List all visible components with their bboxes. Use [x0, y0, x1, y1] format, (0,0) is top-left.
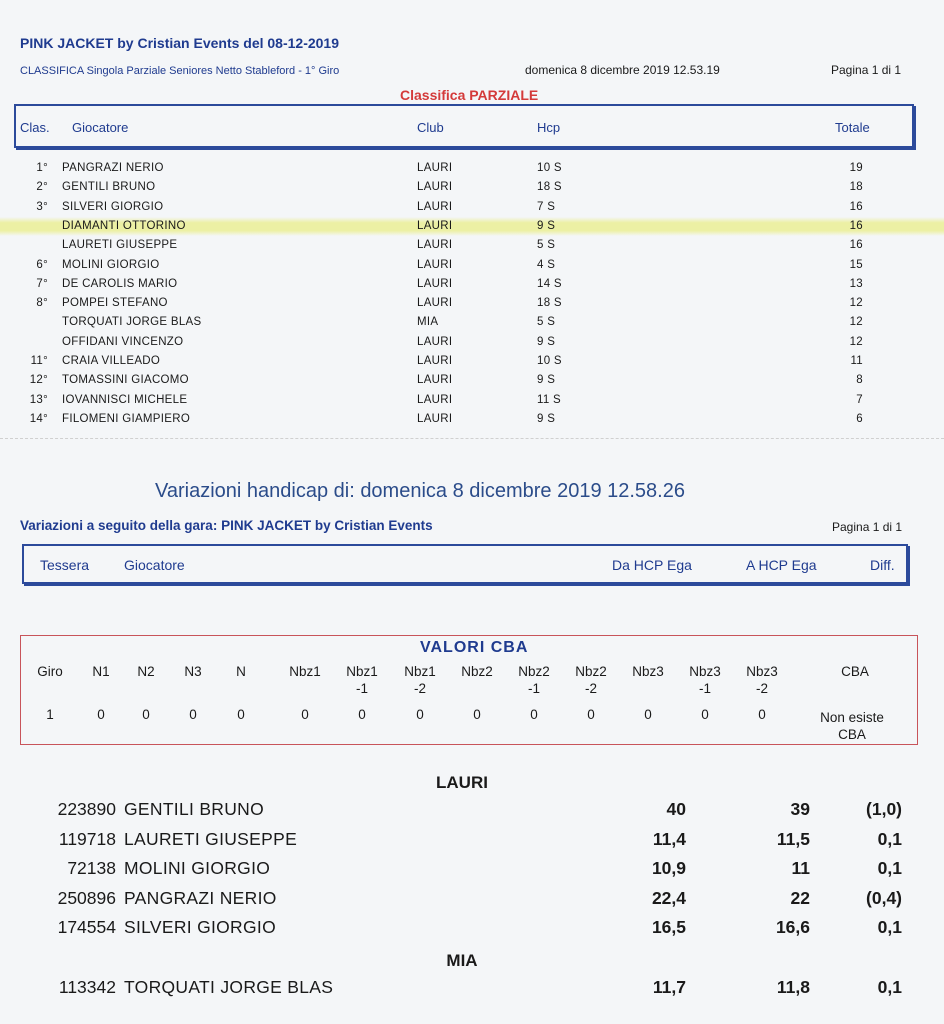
partial-ranking-heading: Classifica PARZIALE	[400, 87, 539, 103]
total-score: 11	[850, 355, 863, 367]
total-score: 8	[856, 374, 863, 387]
card-number: 113342	[58, 977, 116, 997]
player-name: TORQUATI JORGE BLAS	[124, 977, 334, 997]
hcp-difference: (1,0)	[866, 799, 902, 819]
table-row	[0, 884, 944, 914]
variations-subheading: Variazioni a seguito della gara: PINK JACKET by Cristian Events	[20, 518, 433, 533]
club-name: LAURI	[417, 200, 453, 213]
cba-col-value: 0	[416, 707, 424, 722]
player-name: DE CAROLIS MARIO	[62, 277, 178, 290]
table-row	[0, 178, 944, 197]
cba-col-header: Nbz3 -2	[746, 664, 778, 696]
total-score: 16	[849, 219, 863, 232]
page-number: Pagina 1 di 1	[832, 520, 903, 534]
table-row	[0, 198, 944, 217]
cba-col-header: N	[236, 664, 246, 679]
total-score: 16	[849, 200, 863, 213]
handicap: 9 S	[537, 335, 556, 348]
club-name: LAURI	[417, 219, 453, 232]
club-name: MIA	[417, 316, 439, 329]
section-divider	[0, 438, 944, 439]
card-number: 119718	[58, 828, 116, 849]
col-header-player: Giocatore	[124, 557, 185, 573]
cba-col-value: 0	[97, 707, 105, 722]
cba-col-header: Nbz2	[461, 664, 493, 679]
cba-col-value: 0	[644, 707, 652, 722]
table-row	[0, 825, 944, 855]
club-name: LAURI	[417, 181, 453, 194]
rank-position: 13°	[29, 393, 48, 406]
player-name: SILVERI GIORGIO	[62, 200, 164, 213]
ranking-header-box	[14, 104, 914, 148]
from-hcp-value: 10,9	[651, 858, 686, 879]
club-name: LAURI	[417, 162, 453, 174]
table-row	[0, 313, 944, 332]
card-number: 250896	[57, 887, 116, 908]
hcp-difference: 0,1	[877, 917, 902, 938]
player-name: TOMASSINI GIACOMO	[62, 374, 189, 387]
club-heading: LAURI	[436, 773, 488, 792]
table-row	[0, 391, 944, 410]
club-heading: MIA	[446, 951, 478, 970]
rank-position: 11°	[30, 355, 48, 367]
hcp-difference: (0,4)	[866, 887, 902, 908]
cba-col-value: 0	[301, 707, 309, 722]
rank-position: 14°	[29, 412, 48, 425]
cba-col-header: Nbz1 -2	[404, 664, 436, 696]
cba-col-header: N2	[137, 664, 155, 679]
rank-position: 6°	[36, 258, 48, 271]
cba-col-value: 0	[587, 707, 595, 722]
handicap: 5 S	[537, 239, 556, 252]
player-name: LAURETI GIUSEPPE	[124, 828, 298, 849]
cba-col-header: Nbz2 -2	[575, 664, 607, 696]
cba-col-header: Giro	[37, 664, 63, 679]
cba-col-value: 0	[530, 707, 538, 722]
table-row	[0, 410, 944, 429]
table-row	[0, 236, 944, 255]
hcp-difference: 0,1	[877, 977, 902, 997]
card-number: 72138	[67, 858, 116, 879]
col-header-diff: Diff.	[870, 557, 895, 573]
to-hcp-value: 16,6	[775, 917, 810, 938]
handicap: 4 S	[537, 258, 556, 271]
from-hcp-value: 11,7	[652, 977, 686, 997]
table-row	[0, 275, 944, 294]
rank-position: 12°	[29, 374, 48, 387]
club-name: LAURI	[417, 239, 453, 252]
player-name: MOLINI GIORGIO	[62, 258, 160, 271]
handicap: 9 S	[537, 374, 556, 387]
club-name: LAURI	[417, 277, 453, 290]
to-hcp-value: 11	[791, 858, 810, 879]
cba-col-header: Nbz1 -1	[346, 664, 378, 696]
table-row	[0, 159, 944, 178]
cba-col-header: N3	[184, 664, 202, 679]
cba-col-value: 0	[142, 707, 150, 722]
club-name: LAURI	[417, 258, 453, 271]
table-row	[0, 371, 944, 390]
player-name: GENTILI BRUNO	[124, 799, 265, 819]
col-header-to-hcp: A HCP Ega	[746, 557, 817, 573]
handicap: 10 S	[537, 355, 562, 367]
handicap: 14 S	[537, 277, 562, 290]
cba-col-value: 0	[358, 707, 366, 722]
from-hcp-value: 40	[666, 799, 686, 819]
to-hcp-value: 39	[790, 799, 810, 819]
rank-position: 8°	[36, 297, 48, 310]
handicap: 9 S	[537, 219, 556, 232]
club-name: LAURI	[417, 297, 453, 310]
cba-col-header: Nbz3 -1	[689, 664, 721, 696]
rank-position: 2°	[36, 181, 48, 194]
col-header-card: Tessera	[40, 557, 90, 573]
cba-col-value: 0	[189, 707, 197, 722]
total-score: 16	[849, 239, 863, 252]
cba-col-value: 1	[46, 707, 54, 722]
to-hcp-value: 11,8	[776, 977, 810, 997]
player-name: CRAIA VILLEADO	[62, 355, 161, 367]
cba-col-value: 0	[758, 707, 766, 722]
table-row	[0, 854, 944, 884]
handicap: 7 S	[537, 200, 556, 213]
player-name: PANGRAZI NERIO	[124, 887, 277, 908]
hcp-difference: 0,1	[877, 828, 902, 849]
table-row	[0, 294, 944, 313]
club-name: LAURI	[417, 335, 453, 348]
total-score: 12	[849, 316, 863, 329]
club-name: LAURI	[417, 355, 453, 367]
rank-position: 7°	[36, 277, 48, 290]
rank-position: 3°	[36, 200, 48, 213]
cba-col-header: N1	[92, 664, 110, 679]
report-datetime: domenica 8 dicembre 2019 12.53.19	[525, 63, 720, 77]
player-name: PANGRAZI NERIO	[62, 162, 164, 174]
handicap: 9 S	[537, 412, 556, 425]
club-name: LAURI	[417, 374, 453, 387]
total-score: 6	[856, 412, 863, 425]
club-name: LAURI	[417, 393, 453, 406]
total-score: 13	[849, 277, 863, 290]
variations-heading: Variazioni handicap di: domenica 8 dicembre 2019 12.58.26	[155, 480, 685, 502]
player-name: DIAMANTI OTTORINO	[62, 219, 186, 232]
from-hcp-value: 22,4	[651, 887, 686, 908]
cba-col-header: Nbz1	[289, 664, 321, 679]
cba-col-value: 0	[701, 707, 709, 722]
table-row	[0, 333, 944, 352]
cba-col-value: 0	[473, 707, 481, 722]
handicap: 11 S	[537, 393, 562, 406]
player-name: IOVANNISCI MICHELE	[62, 393, 188, 406]
table-row	[0, 352, 944, 371]
total-score: 7	[856, 393, 863, 406]
total-score: 12	[849, 297, 863, 310]
table-row	[0, 795, 944, 825]
table-row	[0, 973, 944, 1003]
table-row	[0, 913, 944, 943]
report-subtitle: CLASSIFICA Singola Parziale Seniores Netto Stableford - 1° Giro	[20, 65, 340, 77]
col-header-pos: Clas.	[20, 120, 50, 135]
total-score: 19	[849, 162, 863, 174]
player-name: OFFIDANI VINCENZO	[62, 335, 184, 348]
page-number: Pagina 1 di 1	[831, 63, 902, 77]
cba-col-value: 0	[237, 707, 245, 722]
from-hcp-value: 11,4	[652, 828, 686, 849]
col-header-hcp: Hcp	[537, 120, 561, 135]
col-header-total: Totale	[835, 120, 870, 135]
club-name: LAURI	[417, 412, 453, 425]
table-row	[0, 217, 944, 236]
cba-value: Non esiste CBA	[820, 710, 884, 742]
player-name: SILVERI GIORGIO	[124, 917, 276, 938]
col-header-player: Giocatore	[72, 120, 129, 135]
to-hcp-value: 22	[790, 887, 810, 908]
card-number: 174554	[57, 917, 116, 938]
card-number: 223890	[57, 799, 116, 819]
cba-col-header: Nbz3	[632, 664, 664, 679]
total-score: 18	[849, 181, 863, 194]
cba-header: CBA	[841, 664, 869, 679]
from-hcp-value: 16,5	[651, 917, 686, 938]
cba-title: VALORI CBA	[420, 639, 529, 656]
handicap: 18 S	[537, 181, 562, 194]
col-header-club: Club	[417, 120, 444, 135]
player-name: TORQUATI JORGE BLAS	[62, 316, 202, 329]
total-score: 15	[849, 258, 863, 271]
table-row	[0, 256, 944, 275]
hcp-difference: 0,1	[877, 858, 902, 879]
player-name: POMPEI STEFANO	[62, 297, 168, 310]
player-name: MOLINI GIORGIO	[124, 858, 271, 879]
player-name: FILOMENI GIAMPIERO	[62, 412, 191, 425]
handicap: 5 S	[537, 316, 556, 329]
player-name: LAURETI GIUSEPPE	[62, 239, 178, 252]
total-score: 12	[849, 335, 863, 348]
report-title: PINK JACKET by Cristian Events del 08-12-2019	[20, 35, 340, 51]
player-name: GENTILI BRUNO	[62, 181, 156, 194]
cba-col-header: Nbz2 -1	[518, 664, 550, 696]
to-hcp-value: 11,5	[776, 828, 810, 849]
handicap: 10 S	[537, 162, 562, 174]
col-header-from-hcp: Da HCP Ega	[612, 557, 692, 573]
handicap: 18 S	[537, 297, 562, 310]
rank-position: 1°	[36, 162, 48, 174]
